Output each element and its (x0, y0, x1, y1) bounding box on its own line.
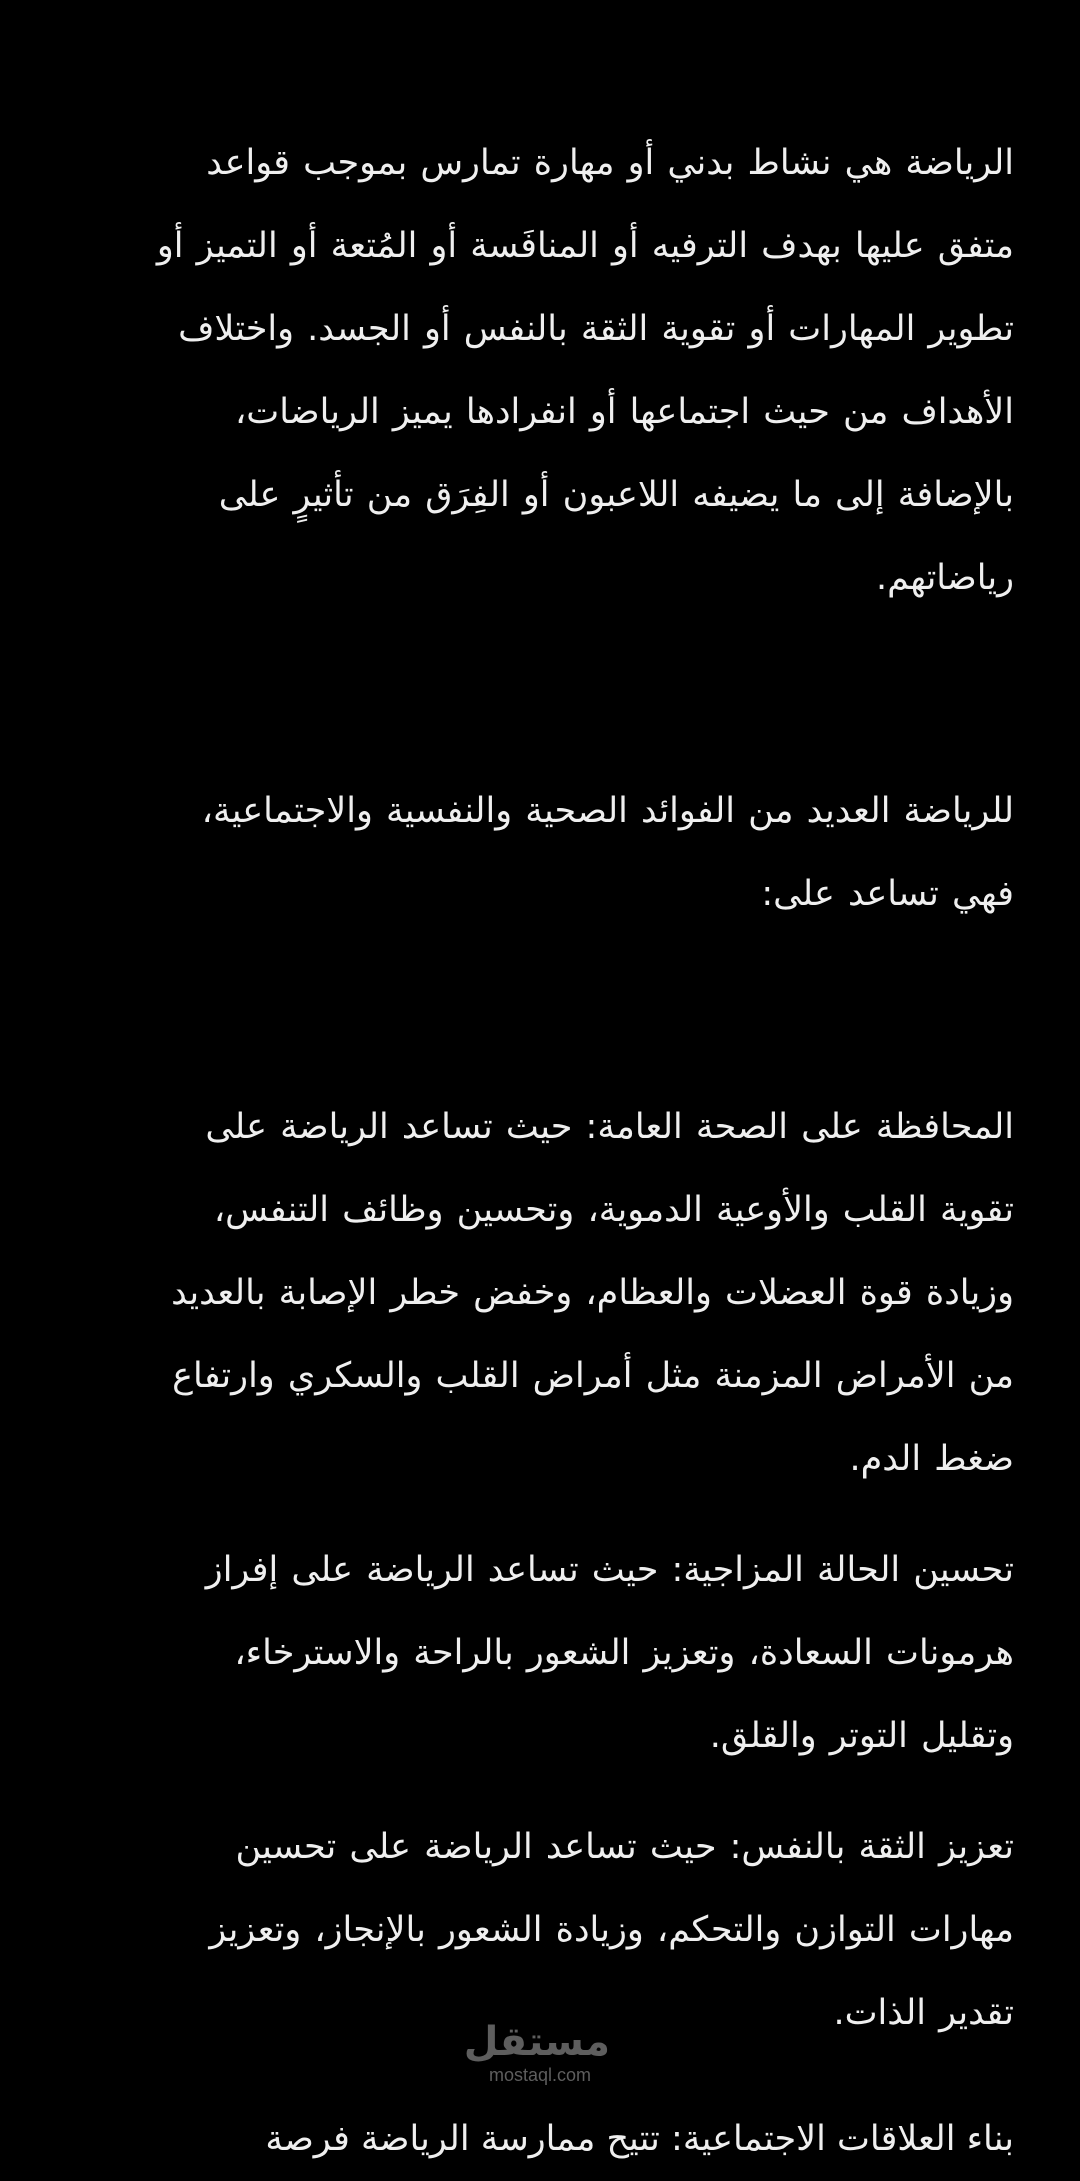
paragraph-sport-definition (70, 122, 1014, 620)
mostaql-watermark (463, 2019, 610, 2086)
text-line: من الأمراض المزمنة مثل أمراض القلب والسكري وارتفاع (172, 1356, 1014, 1396)
watermark-logo-arabic: مستقل (463, 2019, 610, 2065)
text-line: تعزيز الثقة بالنفس: حيث تساعد الرياضة على تحسين (235, 1827, 1014, 1867)
text-line: تقوية القلب والأوعية الدموية، وتحسين وظائف التنفس، (213, 1190, 1014, 1230)
text-line: فهي تساعد على: (761, 874, 1014, 914)
paragraph-spacer (70, 620, 1014, 770)
paragraph-spacer (70, 936, 1014, 1086)
paragraph-spacer (70, 1778, 1014, 1806)
cut-off-text-line: بناء العلاقات الاجتماعية: تتيح ممارسة الرياضة فرصة (265, 2119, 1014, 2159)
text-line: للرياضة العديد من الفوائد الصحية والنفسية والاجتماعية، (201, 791, 1014, 831)
watermark-logo-latin: mostaql.com (488, 2065, 592, 2085)
text-line: متفق عليها بهدف الترفيه أو المنافَسة أو المُتعة أو التميز أو (156, 226, 1014, 266)
text-line: الرياضة هي نشاط بدني أو مهارة تمارس بموجب قواعد (206, 143, 1014, 183)
paragraph-spacer (70, 1501, 1014, 1529)
paragraph-mood (70, 1529, 1014, 1778)
text-line: مهارات التوازن والتحكم، وزيادة الشعور بالإنجاز، وتعزيز (209, 1910, 1014, 1950)
text-line: الأهداف من حيث اجتماعها أو انفرادها يميز الرياضات، (235, 392, 1014, 432)
text-line: وزيادة قوة العضلات والعظام، وخفض خطر الإصابة بالعديد (171, 1273, 1014, 1313)
text-line: بالإضافة إلى ما يضيفه اللاعبون أو الفِرَق من تأثيرٍ على (218, 475, 1014, 515)
paragraph-benefits-intro (70, 770, 1014, 936)
text-line: رياضاتهم. (876, 558, 1014, 598)
text-line: تطوير المهارات أو تقوية الثقة بالنفس أو الجسد. واختلاف (178, 309, 1014, 349)
paragraph-self-confidence (70, 1806, 1014, 2055)
text-line: المحافظة على الصحة العامة: حيث تساعد الرياضة على (205, 1107, 1014, 1147)
document-body (70, 122, 1014, 2055)
paragraph-general-health (70, 1086, 1014, 1501)
text-line: وتقليل التوتر والقلق. (709, 1716, 1014, 1756)
text-line: ضغط الدم. (849, 1439, 1014, 1479)
text-line: هرمونات السعادة، وتعزيز الشعور بالراحة والاسترخاء، (234, 1633, 1014, 1673)
text-line: تقدير الذات. (833, 1993, 1014, 2033)
text-line: تحسين الحالة المزاجية: حيث تساعد الرياضة على إفراز (205, 1550, 1014, 1590)
